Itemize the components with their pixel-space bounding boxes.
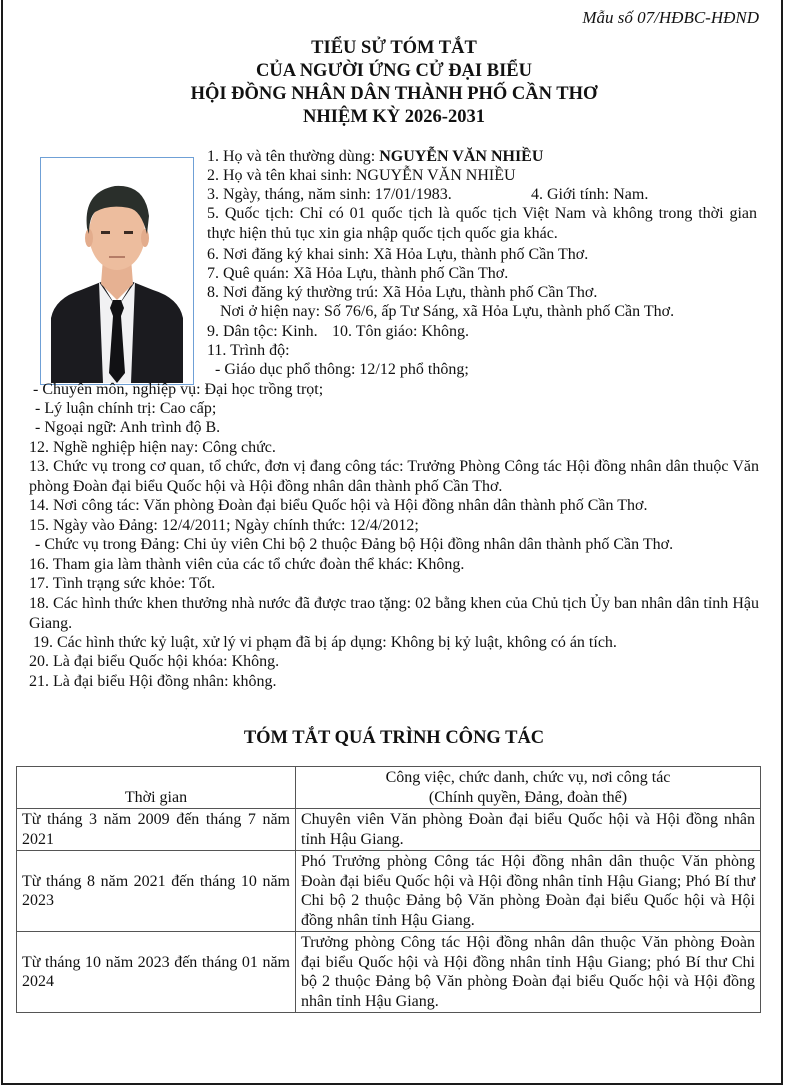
field-nationality xyxy=(207,204,757,243)
title-line-3: HỘI ĐỒNG NHÂN DÂN THÀNH PHỐ CẦN THƠ xyxy=(190,84,598,104)
work-history-heading: TÓM TẮT QUÁ TRÌNH CÔNG TÁC xyxy=(243,728,545,748)
field-organizations: 16. Tham gia làm thành viên của các tổ chức đoàn thể khác: Không. xyxy=(29,556,465,573)
field-occupation: 12. Nghề nghiệp hiện nay: Công chức. xyxy=(29,439,276,456)
portrait-image xyxy=(41,158,192,383)
row-description: Trưởng phòng Công tác Hội đồng nhân dân thuộc Văn phòng Đoàn đại biểu Quốc hội và Hội đồng nhân tỉnh Hậu Giang; phó Bí thư Chi bộ 2 thuộc Đảng bộ Văn phòng Đoàn đại biểu Quốc hội và Hội đồng nhân tỉnh Hậu Giang. xyxy=(296,932,761,1013)
portrait-photo xyxy=(40,157,194,385)
field-religion: 10. Tôn giáo: Không. xyxy=(332,323,470,340)
field-health: 17. Tình trạng sức khỏe: Tốt. xyxy=(29,575,216,592)
header-period: Thời gian xyxy=(17,767,296,809)
field-gender: 4. Giới tính: Nam. xyxy=(531,186,649,203)
field-discipline: 19. Các hình thức kỷ luật, xử lý vi phạm đã bị áp dụng: Không bị kỷ luật, không có án tích. xyxy=(33,634,617,651)
title-line-2: CỦA NGƯỜI ỨNG CỬ ĐẠI BIỂU xyxy=(256,61,532,81)
field-birth-date: 3. Ngày, tháng, năm sinh: 17/01/1983. xyxy=(207,186,452,203)
table-header-row xyxy=(17,767,761,809)
table-row xyxy=(17,809,761,851)
field-current-residence: Nơi ở hiện nay: Số 76/6, ấp Tư Sáng, xã Hỏa Lựu, thành phố Cần Thơ. xyxy=(220,303,675,320)
field-party-dates: 15. Ngày vào Đảng: 12/4/2011; Ngày chính thức: 12/4/2012; xyxy=(29,517,419,534)
header-description-line-1: Công việc, chức danh, chức vụ, nơi công tác xyxy=(385,769,671,786)
table-row xyxy=(17,851,761,932)
field-common-name-label: 1. Họ và tên thường dùng: xyxy=(207,148,380,165)
field-ethnicity: 9. Dân tộc: Kinh. xyxy=(207,323,318,340)
row-description: Phó Trưởng phòng Công tác Hội đồng nhân dân thuộc Văn phòng Đoàn đại biểu Quốc hội và Hội đồng nhân tỉnh Hậu Giang; Phó Bí thư Chi bộ 2 thuộc Đảng bộ Văn phòng Đoàn đại biểu Quốc hội và Hội đồng nhân tỉnh Hậu Giang. xyxy=(296,851,761,932)
table-row xyxy=(17,932,761,1013)
row-description: Chuyên viên Văn phòng Đoàn đại biểu Quốc hội và Hội đồng nhân tỉnh Hậu Giang. xyxy=(296,809,761,851)
field-peoples-council: 21. Là đại biểu Hội đồng nhân: không. xyxy=(29,673,277,690)
field-workplace: 14. Nơi công tác: Văn phòng Đoàn đại biểu Quốc hội và Hội đồng nhân dân thành phố Cần Thơ. xyxy=(29,497,648,514)
title-line-4: NHIỆM KỲ 2026-2031 xyxy=(303,107,485,127)
field-education-heading: 11. Trình độ: xyxy=(207,342,290,359)
header-description-line-2: (Chính quyền, Đảng, đoàn thể) xyxy=(428,788,628,806)
field-common-name xyxy=(207,147,543,166)
field-political-theory: - Lý luận chính trị: Cao cấp; xyxy=(35,400,217,417)
field-professional-qualification: - Chuyên môn, nghiệp vụ: Đại học trồng trọt; xyxy=(33,381,324,398)
field-birth-registration: 6. Nơi đăng ký khai sinh: Xã Hỏa Lựu, thành phố Cần Thơ. xyxy=(207,246,589,263)
field-current-position xyxy=(29,457,759,496)
field-foreign-language: - Ngoại ngữ: Anh trình độ B. xyxy=(35,419,221,436)
field-general-education: - Giáo dục phổ thông: 12/12 phổ thông; xyxy=(215,361,469,378)
field-party-position: - Chức vụ trong Đảng: Chi ủy viên Chi bộ 2 thuộc Đảng bộ Hội đồng nhân dân thành phố Cần Thơ. xyxy=(35,536,674,553)
field-awards xyxy=(29,594,759,633)
field-birth-name: 2. Họ và tên khai sinh: NGUYỄN VĂN NHIỀU xyxy=(207,167,516,184)
form-number: Mẫu số 07/HĐBC-HĐND xyxy=(582,8,759,27)
field-national-assembly: 20. Là đại biểu Quốc hội khóa: Không. xyxy=(29,653,280,670)
field-current-position-text: 13. Chức vụ trong cơ quan, tổ chức, đơn vị đang công tác: Trưởng Phòng Công tác Hội đồng nhân dân thuộc Văn phòng Đoàn đại biểu Quốc hội và Hội đồng nhân dân thành phố Cần Thơ. xyxy=(29,458,759,495)
work-history-table xyxy=(16,766,761,1013)
row-period: Từ tháng 10 năm 2023 đến tháng 01 năm 2024 xyxy=(17,932,296,1013)
title-line-1: TIỂU SỬ TÓM TẮT xyxy=(311,38,477,58)
field-common-name-value: NGUYỄN VĂN NHIỀU xyxy=(379,148,544,165)
row-period: Từ tháng 3 năm 2009 đến tháng 7 năm 2021 xyxy=(17,809,296,851)
field-hometown: 7. Quê quán: Xã Hỏa Lựu, thành phố Cần Thơ. xyxy=(207,265,509,282)
document-page xyxy=(1,0,783,1085)
header-description xyxy=(296,767,761,809)
field-permanent-residence: 8. Nơi đăng ký thường trú: Xã Hỏa Lựu, thành phố Cần Thơ. xyxy=(207,284,598,301)
field-nationality-text: 5. Quốc tịch: Chỉ có 01 quốc tịch là quốc tịch Việt Nam và không trong thời gian thực hiện thủ tục xin gia nhập quốc tịch quốc gia khác. xyxy=(207,205,757,242)
field-awards-text: 18. Các hình thức khen thưởng nhà nước đã được trao tặng: 02 bằng khen của Chủ tịch Ủy ban nhân dân tỉnh Hậu Giang. xyxy=(29,595,759,632)
row-period: Từ tháng 8 năm 2021 đến tháng 10 năm 2023 xyxy=(17,851,296,932)
